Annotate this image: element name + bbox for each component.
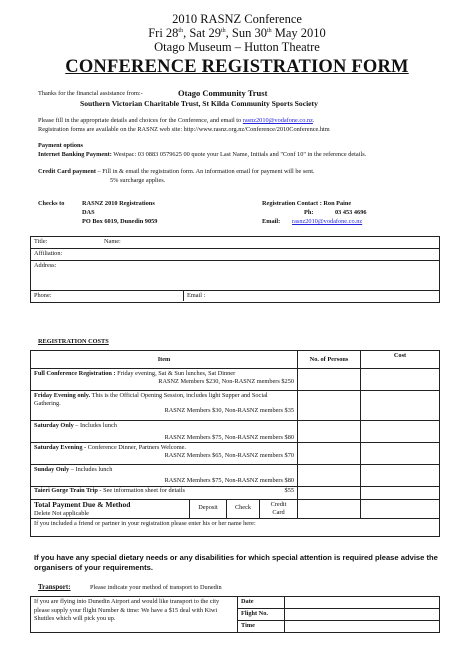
registration-email-link[interactable]: rasnz2010@vodafone.co.nz xyxy=(242,117,313,124)
cost-cell[interactable] xyxy=(361,391,440,421)
contact-email[interactable]: rasnz2010@vodafone.co.nz xyxy=(292,218,363,225)
cost-cell[interactable] xyxy=(361,487,440,500)
col-cost: Cost xyxy=(361,351,440,369)
cost-cell[interactable] xyxy=(361,465,440,487)
col-item: Item xyxy=(31,351,298,369)
internet-banking: Internet Banking Payment: Westpac: 03 0883 0579625 00 quote your Last Name, Initials and "Conf 10" in the reference details. xyxy=(38,151,367,158)
credit-card-option[interactable]: Credit Card xyxy=(270,501,287,516)
cost-cell[interactable] xyxy=(361,443,440,465)
address-field[interactable]: Address: xyxy=(31,261,440,291)
date-label: Date xyxy=(238,597,285,609)
table-row: Friday Evening only. This is the Official Opening Session, includes light Supper and Social Gathering. RASNZ Members $30, Non-RASNZ members $35 xyxy=(31,391,440,421)
persons-cell[interactable] xyxy=(298,391,361,421)
flight-no-field[interactable] xyxy=(285,609,440,621)
conference-name: 2010 RASNZ Conference xyxy=(172,12,302,26)
date-field[interactable] xyxy=(285,597,440,609)
delete-note: Delete Not applicable xyxy=(34,509,89,517)
cost-cell[interactable] xyxy=(361,369,440,391)
contact-phone-label: Ph: xyxy=(304,209,314,216)
table-row: Saturday Only – Includes lunch RASNZ Members $75, Non-RASNZ members $80 xyxy=(31,421,440,443)
table-row: Saturday Evening - Conference Dinner, Partners Welcome. RASNZ Members $65, Non-RASNZ members $70 xyxy=(31,443,440,465)
form-title: CONFERENCE REGISTRATION FORM xyxy=(65,57,409,77)
flight-info: If you are flying into Dunedin Airport and would like transport to the city please supply your flight Number & time: We have a $15 deal with Kiwi Shuttles which will pick you up. xyxy=(31,597,238,633)
conference-dates: Fri 28th, Sat 29th, Sun 30th May 2010 xyxy=(148,26,326,40)
persons-cell[interactable] xyxy=(298,369,361,391)
affiliation-field[interactable]: Affiliation: xyxy=(31,249,440,261)
transport-table xyxy=(30,596,440,633)
total-label: Total Payment Due & Method xyxy=(34,500,131,509)
thanks-intro: Thanks for the financial assistance from:- xyxy=(38,90,143,97)
total-row xyxy=(31,500,440,519)
table-row: Full Conference Registration : Friday evening, Sat & Sun lunches, Sat Dinner RASNZ Members $230, Non-RASNZ members $250 xyxy=(31,369,440,391)
costs-heading: REGISTRATION COSTS xyxy=(38,338,109,345)
check-option[interactable]: Check xyxy=(227,500,260,518)
dietary-note: If you have any special dietary needs or any disabilities for which special attention is required please advise the organisers of your requirements. xyxy=(34,553,438,572)
sponsor-southern: Southern Victorian Charitable Trust, St Kilda Community Sports Society xyxy=(80,99,318,108)
name-field[interactable]: Name: xyxy=(101,237,440,249)
deposit-option[interactable]: Deposit xyxy=(190,500,227,518)
table-row: Sunday Only – Includes lunch RASNZ Members $75, Non-RASNZ members $80 xyxy=(31,465,440,487)
phone-field[interactable]: Phone: xyxy=(31,291,184,301)
persons-cell[interactable] xyxy=(298,443,361,465)
total-cost-cell[interactable] xyxy=(361,500,440,519)
instructions-website: Registration forms are available on the RASNZ web site: http://www.rasnz.org.nz/Conference/2010Conference.htm xyxy=(38,126,330,133)
cheques-label: Checks to xyxy=(38,200,65,207)
details-table xyxy=(30,236,440,303)
payment-heading: Payment options xyxy=(38,142,83,149)
title-field[interactable]: Title: xyxy=(31,237,102,249)
partner-field[interactable]: If you included a friend or partner in your registration please enter his or her name here: xyxy=(31,519,440,537)
email-field[interactable]: Email : xyxy=(187,292,206,299)
credit-card-payment: Credit Card payment – Fill in & email the registration form. An information email for payment will be sent. xyxy=(38,168,315,175)
sponsor-otago: Otago Community Trust xyxy=(178,88,268,98)
contact-email-label: Email: xyxy=(262,218,281,225)
persons-cell[interactable] xyxy=(298,421,361,443)
cost-cell[interactable] xyxy=(361,421,440,443)
instructions-email: Please fill in the appropriate details and choices for the Conference, and email to rasnz2010@vodafone.co.nz. xyxy=(38,117,315,124)
flight-no-label: Flight No. xyxy=(238,609,285,621)
cheques-line3: PO Box 6019, Dunedin 9059 xyxy=(82,218,158,225)
contact-label: Registration Contact : Ron Paine xyxy=(262,200,352,207)
contact-phone: 03 453 4696 xyxy=(335,209,367,216)
table-row: Taieri Gorge Train Trip - See information sheet for details $55 xyxy=(31,487,440,500)
surcharge-note: 5% surcharge applies. xyxy=(110,177,166,184)
persons-cell[interactable] xyxy=(298,487,361,500)
cheques-line2: DAS xyxy=(82,209,95,216)
persons-cell[interactable] xyxy=(298,500,361,519)
time-label: Time xyxy=(238,621,285,633)
transport-label: Transport: xyxy=(38,583,71,591)
time-field[interactable] xyxy=(285,621,440,633)
costs-table xyxy=(30,350,440,537)
col-persons: No. of Persons xyxy=(298,351,361,369)
transport-prompt: Please indicate your method of transport to Dunedin xyxy=(90,584,222,591)
conference-venue: Otago Museum – Hutton Theatre xyxy=(154,40,320,54)
persons-cell[interactable] xyxy=(298,465,361,487)
cheques-line1: RASNZ 2010 Registrations xyxy=(82,200,155,207)
